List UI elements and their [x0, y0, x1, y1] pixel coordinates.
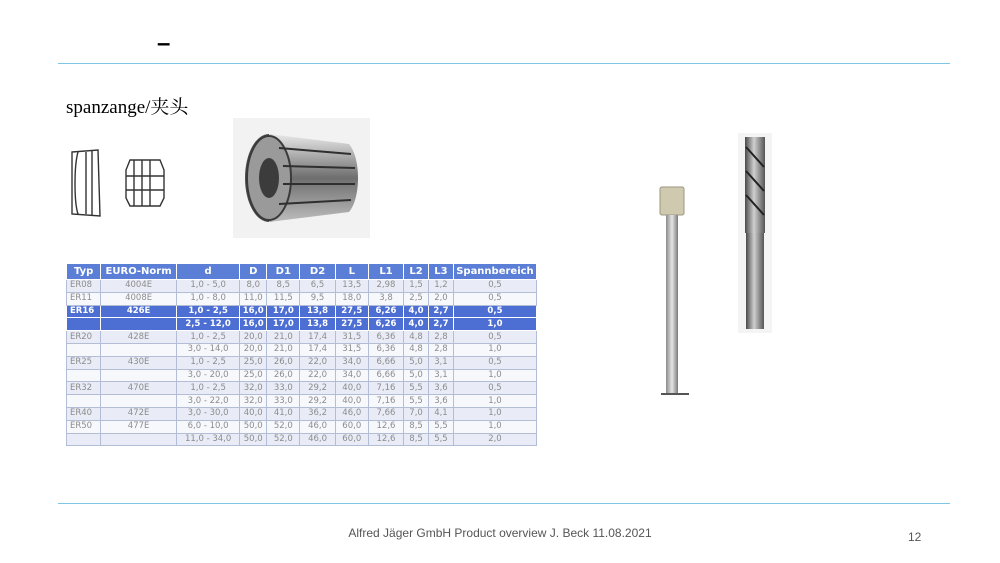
table-cell: 34,0	[335, 356, 368, 369]
table-cell: 4008E	[101, 292, 177, 305]
table-cell	[101, 433, 177, 446]
table-cell: 29,2	[300, 382, 335, 395]
table-cell: 430E	[101, 356, 177, 369]
table-cell: 2,0	[429, 292, 454, 305]
table-cell: 4,1	[429, 407, 454, 420]
table-cell: 26,0	[267, 356, 300, 369]
column-header: Spannbereich	[453, 264, 536, 280]
table-cell: 6,5	[300, 280, 335, 293]
table-cell: 1,0	[453, 407, 536, 420]
table-cell: 41,0	[267, 407, 300, 420]
table-row	[67, 343, 537, 356]
table-cell: 4,0	[404, 318, 429, 331]
table-cell: 5,0	[404, 369, 429, 382]
table-row	[67, 395, 537, 408]
footer-text: Alfred Jäger GmbH Product overview J. Beck 11.08.2021	[348, 526, 652, 540]
table-cell: 13,8	[300, 305, 335, 318]
table-cell: 1,0	[453, 318, 536, 331]
table-cell: 25,0	[240, 356, 267, 369]
table-cell: 1,0 - 5,0	[176, 280, 239, 293]
table-row	[67, 369, 537, 382]
table-cell: 1,0 - 2,5	[176, 356, 239, 369]
table-cell: 3,0 - 20,0	[176, 369, 239, 382]
grinding-pin-photo	[655, 185, 691, 397]
table-cell: 17,4	[300, 343, 335, 356]
table-cell: 52,0	[267, 420, 300, 433]
table-cell: 40,0	[335, 395, 368, 408]
table-cell: 12,6	[368, 433, 403, 446]
table-cell: 32,0	[240, 382, 267, 395]
column-header: L3	[429, 264, 454, 280]
table-cell: 1,5	[404, 280, 429, 293]
collet-diagram	[64, 146, 184, 222]
table-cell: ER11	[67, 292, 101, 305]
table-cell: 6,26	[368, 318, 403, 331]
table-cell: 3,6	[429, 395, 454, 408]
table-cell: 1,0 - 2,5	[176, 305, 239, 318]
column-header: D2	[300, 264, 335, 280]
page-number: 12	[908, 530, 922, 544]
slide-title: –	[157, 30, 171, 57]
end-mill-photo	[738, 133, 772, 333]
table-row	[67, 356, 537, 369]
table-cell: 2,8	[429, 331, 454, 344]
table-cell: 0,5	[453, 331, 536, 344]
table-cell	[67, 318, 101, 331]
table-cell: 2,98	[368, 280, 403, 293]
table-cell: 40,0	[335, 382, 368, 395]
table-cell: 0,5	[453, 356, 536, 369]
table-row	[67, 305, 537, 318]
table-cell: 27,5	[335, 318, 368, 331]
table-cell: 7,16	[368, 382, 403, 395]
table-cell: 2,5	[404, 292, 429, 305]
table-cell: 6,66	[368, 356, 403, 369]
table-cell: 50,0	[240, 433, 267, 446]
table-cell: 3,0 - 22,0	[176, 395, 239, 408]
column-header: EURO-Norm	[101, 264, 177, 280]
table-cell	[101, 369, 177, 382]
table-cell: ER25	[67, 356, 101, 369]
table-cell: 21,0	[267, 343, 300, 356]
table-header-row	[67, 264, 537, 280]
collet-photo	[233, 118, 370, 238]
table-cell: 2,7	[429, 318, 454, 331]
column-header: L2	[404, 264, 429, 280]
table-cell: 5,5	[429, 420, 454, 433]
table-cell: 6,0 - 10,0	[176, 420, 239, 433]
table-cell: 1,0 - 2,5	[176, 331, 239, 344]
table-row	[67, 280, 537, 293]
table-cell: 46,0	[300, 433, 335, 446]
table-cell: 9,5	[300, 292, 335, 305]
table-cell: 4,0	[404, 305, 429, 318]
table-cell: 1,0	[453, 369, 536, 382]
table-cell: 5,0	[404, 356, 429, 369]
table-cell	[67, 369, 101, 382]
table-cell: 0,5	[453, 382, 536, 395]
table-cell: 0,5	[453, 305, 536, 318]
table-cell	[101, 318, 177, 331]
table-cell: 7,16	[368, 395, 403, 408]
table-cell	[67, 433, 101, 446]
table-cell: 52,0	[267, 433, 300, 446]
table-cell: 1,0	[453, 343, 536, 356]
table-cell: ER50	[67, 420, 101, 433]
table-cell	[101, 343, 177, 356]
table-cell: 3,1	[429, 369, 454, 382]
table-cell: 20,0	[240, 331, 267, 344]
table-cell: 60,0	[335, 433, 368, 446]
table-cell: 3,0 - 30,0	[176, 407, 239, 420]
table-cell: 33,0	[267, 382, 300, 395]
table-cell: 27,5	[335, 305, 368, 318]
table-cell: 6,36	[368, 331, 403, 344]
table-cell: 17,0	[267, 305, 300, 318]
table-cell: 7,66	[368, 407, 403, 420]
table-cell: 1,0 - 2,5	[176, 382, 239, 395]
table-cell: 0,5	[453, 292, 536, 305]
table-cell: 477E	[101, 420, 177, 433]
column-header: L1	[368, 264, 403, 280]
table-cell: 3,0 - 14,0	[176, 343, 239, 356]
table-cell: ER08	[67, 280, 101, 293]
table-row	[67, 331, 537, 344]
table-cell: 1,2	[429, 280, 454, 293]
column-header: d	[176, 264, 239, 280]
table-cell: 11,0	[240, 292, 267, 305]
table-cell: ER40	[67, 407, 101, 420]
table-cell: 8,5	[267, 280, 300, 293]
table-row	[67, 382, 537, 395]
table-cell: 3,1	[429, 356, 454, 369]
column-header: L	[335, 264, 368, 280]
table-cell: 8,5	[404, 433, 429, 446]
table-cell: 5,5	[404, 382, 429, 395]
table-body	[67, 280, 537, 446]
table-row	[67, 433, 537, 446]
table-cell: 33,0	[267, 395, 300, 408]
table-cell: 6,36	[368, 343, 403, 356]
table-cell: 1,0 - 8,0	[176, 292, 239, 305]
table-cell: 4,8	[404, 343, 429, 356]
table-cell: 1,0	[453, 395, 536, 408]
table-cell: 5,5	[429, 433, 454, 446]
table-cell: 8,5	[404, 420, 429, 433]
table-row	[67, 292, 537, 305]
table-cell: 36,2	[300, 407, 335, 420]
table-cell: 18,0	[335, 292, 368, 305]
top-divider	[58, 63, 950, 64]
table-cell: 472E	[101, 407, 177, 420]
table-cell: 16,0	[240, 305, 267, 318]
table-cell: 34,0	[335, 369, 368, 382]
table-cell: 20,0	[240, 343, 267, 356]
table-cell: 1,0	[453, 420, 536, 433]
table-cell: 26,0	[267, 369, 300, 382]
table-cell: 46,0	[300, 420, 335, 433]
table-cell: 29,2	[300, 395, 335, 408]
table-cell: ER16	[67, 305, 101, 318]
table-cell: 8,0	[240, 280, 267, 293]
table-cell: 12,6	[368, 420, 403, 433]
table-cell: 0,5	[453, 280, 536, 293]
table-cell: 6,26	[368, 305, 403, 318]
table-cell: 22,0	[300, 356, 335, 369]
table-row	[67, 407, 537, 420]
table-cell: 31,5	[335, 343, 368, 356]
table-cell: 5,5	[404, 395, 429, 408]
table-cell: 4004E	[101, 280, 177, 293]
table-cell: 2,5 - 12,0	[176, 318, 239, 331]
table-cell: ER20	[67, 331, 101, 344]
table-cell: 16,0	[240, 318, 267, 331]
table-row	[67, 420, 537, 433]
table-cell: 3,6	[429, 382, 454, 395]
column-header: D1	[267, 264, 300, 280]
table-row	[67, 318, 537, 331]
table-cell: 11,5	[267, 292, 300, 305]
column-header: D	[240, 264, 267, 280]
table-cell: 25,0	[240, 369, 267, 382]
table-cell	[67, 343, 101, 356]
table-cell	[67, 395, 101, 408]
table-cell: 60,0	[335, 420, 368, 433]
table-cell: 32,0	[240, 395, 267, 408]
table-cell: 2,8	[429, 343, 454, 356]
table-cell: ER32	[67, 382, 101, 395]
table-cell: 6,66	[368, 369, 403, 382]
table-cell: 11,0 - 34,0	[176, 433, 239, 446]
table-cell: 3,8	[368, 292, 403, 305]
collet-spec-table	[66, 263, 537, 446]
table-cell: 50,0	[240, 420, 267, 433]
bottom-divider	[58, 503, 950, 504]
table-cell: 17,4	[300, 331, 335, 344]
table-cell: 46,0	[335, 407, 368, 420]
table-cell: 470E	[101, 382, 177, 395]
table-cell: 426E	[101, 305, 177, 318]
table-cell: 428E	[101, 331, 177, 344]
table-cell: 2,0	[453, 433, 536, 446]
table-cell: 21,0	[267, 331, 300, 344]
table-cell: 22,0	[300, 369, 335, 382]
table-cell: 31,5	[335, 331, 368, 344]
column-header: Typ	[67, 264, 101, 280]
table-cell	[101, 395, 177, 408]
table-cell: 13,5	[335, 280, 368, 293]
table-cell: 7,0	[404, 407, 429, 420]
table-cell: 17,0	[267, 318, 300, 331]
subtitle: spanzange/夹头	[66, 97, 189, 118]
table-cell: 2,7	[429, 305, 454, 318]
table-cell: 4,8	[404, 331, 429, 344]
table-cell: 40,0	[240, 407, 267, 420]
table-cell: 13,8	[300, 318, 335, 331]
